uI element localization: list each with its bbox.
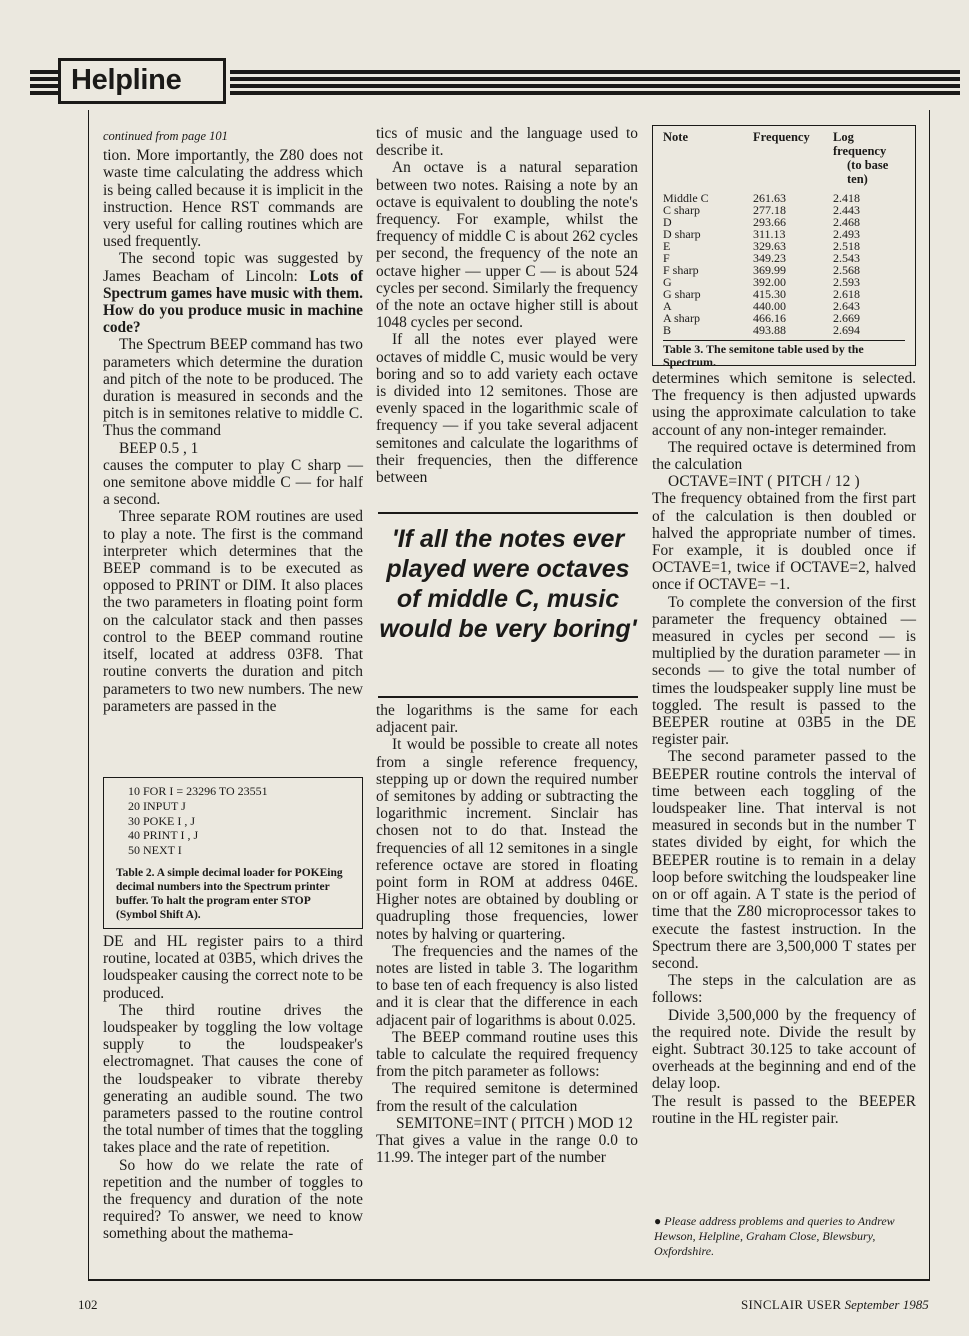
log-cell: 2.643 (833, 299, 860, 313)
note-cell: E (663, 239, 671, 253)
note-cell: B (663, 323, 672, 337)
continued-note: continued from page 101 (103, 129, 228, 143)
note-cell: Middle C (663, 191, 709, 205)
listing-line: 40 PRINT I , J (128, 828, 199, 843)
section-title-box (58, 58, 226, 104)
paragraph: An octave is a natural separation between two notes. Raising a note by an octave is equivalent to doubling the note's frequency. For example, whilst the frequency of middle C is about 262 cycles per second, the frequency of the note an octave higher — upper C — is about 524 cycles per second. Similarly the frequency of the note an octave higher still is about 1048 cycles per second. (376, 159, 638, 332)
log-cell: 2.694 (833, 323, 860, 337)
paragraph: The Spectrum BEEP command has two parameters which determine the duration and pitch of the note to be produced. The duration is measured in seconds and the pitch is in semitones relative to middle C. Thus the command (103, 336, 363, 440)
log-cell: 2.418 (833, 191, 860, 205)
paragraph: To complete the conversion of the first parameter the frequency obtained — measured in cycles per second — is multiplied by the duration parameter — in seconds — to give the total number of times the loudspeaker supply line must be toggled. The result is passed to the BEEPER routine at 03B5 in the DE register pair. (652, 593, 916, 749)
column-1-continued (103, 933, 363, 1243)
paragraph: tion. More importantly, the Z80 does not waste time calculating the address which is being called because it is implicit in the instruction. Hence RST commands are very useful for calling routines which are used frequently. (103, 147, 363, 251)
log-header-line-1: Log frequency (833, 130, 887, 158)
log-cell: 2.618 (833, 287, 860, 301)
frame-bottom-rule (88, 1279, 930, 1281)
paragraph: tics of music and the language used to describe it. (376, 125, 638, 160)
listing-line: 10 FOR I = 23296 TO 23551 (128, 784, 268, 798)
section-title: Helpline (71, 64, 182, 96)
address-footnote: ● Please address problems and queries to Andrew Hewson, Helpline, Graham Close, Blewsbury, Oxfordshire. (654, 1214, 895, 1258)
col-header-log (833, 130, 905, 186)
paragraph: The result is passed to the BEEPER routine in the HL register pair. (652, 1092, 916, 1127)
table-row (663, 324, 905, 336)
listing-line: 20 INPUT J (128, 798, 186, 813)
paragraph: Three separate ROM routines are used to play a note. The first is the command interpreter which determines that the BEEP command is to be executed as opposed to PRINT or DIM. It also places the two parameters in floating point form on the calculator stack and then passes control to the BEEP command routine itself, located at address 03F8. That routine converts the duration and pitch parameters to two new numbers. The new parameters are passed in the (103, 508, 363, 715)
paragraph: It would be possible to create all notes from a single reference frequency, stepping up or down the required number of semitones by adding or subtracting the logarithmic increment. Sinclair has chosen not to do that. Instead the frequencies of all 12 semitones in a single reference octave are stored in floating point form in ROM at address 046E. Higher notes are obtained by doubling or quadrupling those frequencies, lower notes by halving or quartering. (376, 736, 638, 943)
header-left-rules (30, 70, 58, 98)
note-cell: A sharp (663, 311, 700, 325)
column-1 (103, 128, 363, 715)
listing-line: 50 NEXT I (128, 843, 182, 858)
column-2 (376, 125, 638, 486)
table-3-caption: Table 3. The semitone table used by the Spectrum. (663, 340, 905, 369)
note-cell: F sharp (663, 263, 699, 277)
code-example: SEMITONE=INT ( PITCH ) MOD 12 (396, 1114, 633, 1132)
frequency-cell: 392.00 (753, 275, 786, 289)
paragraph: The required semitone is determined from the result of the calculation (376, 1080, 638, 1115)
note-cell: A (663, 299, 672, 313)
note-cell: D (663, 215, 672, 229)
paragraph: The third routine drives the loudspeaker by toggling the low voltage supply to the loudspeaker's electromagnet. That causes the cone of the loudspeaker to vibrate thereby generating an audible sound. The two parameters passed to the routine control the total number of times that the toggling takes place and the rate of repetition. (103, 1001, 363, 1157)
table-2-caption: Table 2. A simple decimal loader for POKEing decimal numbers into the Spectrum printer buffer. To halt the program enter STOP (Symbol Shift A). (116, 866, 343, 921)
log-cell: 2.669 (833, 311, 860, 325)
col-header-frequency: Frequency (753, 130, 810, 144)
paragraph (103, 250, 363, 336)
note-cell: F (663, 251, 670, 265)
table-3-box (652, 125, 916, 369)
log-cell: 2.468 (833, 215, 860, 229)
pull-quote: 'If all the notes ever played were octaves of middle C, music would be very boring' (379, 525, 637, 643)
paragraph: causes the computer to play C sharp — one semitone above middle C — for half a second. (103, 456, 363, 509)
frequency-cell: 493.88 (753, 323, 786, 337)
table-header-row (663, 130, 905, 186)
magazine-name: SINCLAIR USER (741, 1297, 842, 1312)
paragraph: The steps in the calculation are as follows: (652, 972, 916, 1007)
frequency-cell: 329.63 (753, 239, 786, 253)
frequency-cell: 349.23 (753, 251, 786, 265)
log-cell: 2.518 (833, 239, 860, 253)
paragraph: That gives a value in the range 0.0 to 11.99. The integer part of the number (376, 1132, 638, 1167)
paragraph: So how do we relate the rate of repetition and the number of toggles to the frequency and duration of the note required? To answer, we need to know something about the mathema- (103, 1156, 363, 1243)
log-cell: 2.568 (833, 263, 860, 277)
note-cell: C sharp (663, 203, 700, 217)
page-number: 102 (78, 1297, 98, 1312)
paragraph: The required octave is determined from the calculation (652, 438, 916, 474)
paragraph: determines which semitone is selected. The frequency is then adjusted upwards using the approximate calculation to take account of any non-integer remainder. (652, 370, 916, 439)
issue-date: September 1985 (844, 1297, 929, 1312)
running-footer (741, 1297, 929, 1313)
column-2-continued (376, 702, 638, 1166)
frequency-cell: 277.18 (753, 203, 786, 217)
frequency-cell: 466.16 (753, 311, 786, 325)
log-cell: 2.543 (833, 251, 860, 265)
note-cell: G sharp (663, 287, 701, 301)
frequency-cell: 261.63 (753, 191, 786, 205)
note-cell: D sharp (663, 227, 701, 241)
semitone-table (663, 130, 905, 336)
code-example: BEEP 0.5 , 1 (119, 439, 199, 457)
question-intro: The second topic was suggested by James Beacham of Lincoln: (103, 250, 363, 285)
paragraph: the logarithms is the same for each adjacent pair. (376, 702, 638, 737)
frequency-cell: 369.99 (753, 263, 786, 277)
paragraph: The frequency obtained from the first part of the calculation is then doubled or halved the appropriate number of times. For example, it is doubled once if OCTAVE=1, twice if OCTAVE=2, halved once if OCTAVE= −1. (652, 490, 916, 594)
log-cell: 2.493 (833, 227, 860, 241)
paragraph: The second parameter passed to the BEEPER routine controls the interval of time between each toggling of the loudspeaker line. That interval is not measured in seconds but in the number T states divided by eight, for which the BEEPER routine is to remain in a delay loop before switching the loudspeaker line on or off again. A T state is the period of time that the Z80 microprocessor takes to execute the fastest instruction. In the Spectrum there are 3,500,000 T states per second. (652, 748, 916, 972)
note-cell: G (663, 275, 672, 289)
pullquote-bottom-rule (378, 696, 638, 698)
col-header-note: Note (663, 130, 688, 144)
reader-question: Lots of Spectrum games have music with them. How do you produce music in machine code? (103, 267, 363, 337)
header-right-rules (230, 70, 960, 98)
paragraph: If all the notes ever played were octaves of middle C, music would be very boring and so to add variety each octave is divided into 12 semitones. Those are evenly spaced in the logarithmic scale of frequency — if you take several adjacent semitones and calculate the logarithms of their frequencies, then the difference between (376, 331, 638, 487)
paragraph: The frequencies and the names of the notes are listed in table 3. The logarithm to base ten of each frequency is also listed and it is clear that the difference in each adjacent pair of logarithms is about 0.025. (376, 942, 638, 1029)
frequency-cell: 415.30 (753, 287, 786, 301)
frequency-cell: 440.00 (753, 299, 786, 313)
paragraph: The BEEP command routine uses this table to calculate the required frequency from the pitch parameter as follows: (376, 1028, 638, 1081)
log-header-line-2: (to base ten) (847, 158, 889, 186)
table-2-box (103, 777, 363, 929)
pullquote-top-rule (378, 512, 638, 514)
basic-listing (128, 784, 350, 858)
log-cell: 2.443 (833, 203, 860, 217)
paragraph: DE and HL register pairs to a third routine, located at 03B5, which drives the loudspeaker causing the correct note to be produced. (103, 933, 363, 1002)
column-3 (652, 370, 916, 1127)
listing-line: 30 POKE I , J (128, 813, 196, 828)
frequency-cell: 311.13 (753, 227, 786, 241)
section-header (30, 58, 960, 108)
paragraph: Divide 3,500,000 by the frequency of the required note. Divide the result by eight. Subtract 30.125 to take account of overheads at the beginning and end of the delay loop. (652, 1006, 916, 1093)
log-cell: 2.593 (833, 275, 860, 289)
frequency-cell: 293.66 (753, 215, 786, 229)
code-example: OCTAVE=INT ( PITCH / 12 ) (668, 473, 860, 491)
